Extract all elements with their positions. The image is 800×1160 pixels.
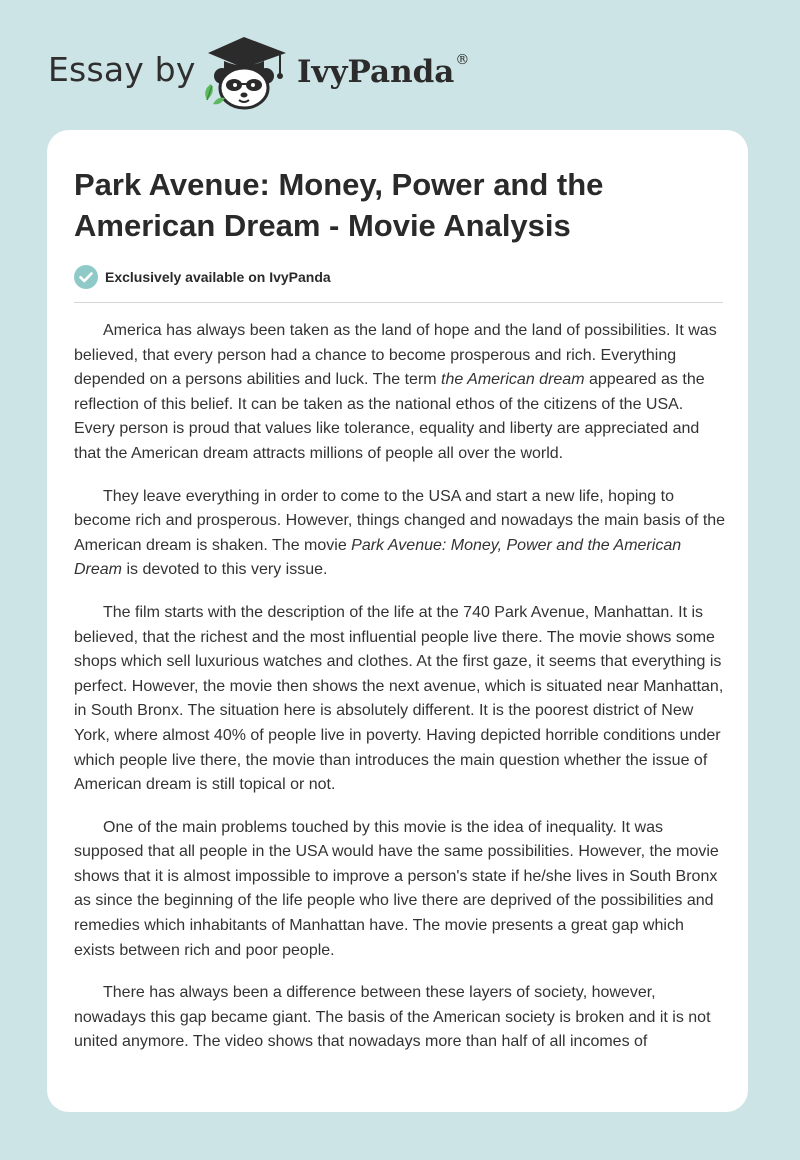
emphasis-term: the American dream <box>441 371 585 389</box>
paragraph-1: America has always been taken as the land of hope and the land of possibilities. It was believed, that every person had a chance to become prosperous and rich. Everything depended on a persons abilities and luck. The term the American dream appeared as the reflection of this belief. It can be taken as the national ethos of the citizens of the USA. Every person is proud that values like tolerance, equality and liberty are appreciated and that the American dream attracts millions of people all over the world. <box>74 322 717 462</box>
site-header <box>0 0 800 130</box>
brand-name-text: IvyPanda <box>297 54 455 90</box>
emphasis-movie-title: Park Avenue: Money, Power and the American Dream <box>74 536 682 579</box>
exclusive-badge <box>74 264 331 290</box>
paragraph-2: They leave everything in order to come to the USA and start a new life, hoping to become rich and prosperous. However, things changed and nowadays the main basis of the American dream is shaken. The movie Park Avenue: Money, Power and the American Dream is devoted to this very issue. <box>74 487 726 579</box>
paragraph-3: The film starts with the description of the life at the 740 Park Avenue, Manhattan. It is believed, that the richest and the most influential people live there. The movie shows some shops which sell luxurious watches and clothes. At the first gaze, it seems that everything is perfect. However, the movie then shows the next avenue, which is situated near Manhattan, in South Bronx. The situation here is absolutely different. It is the poorest district of New York, where almost 40% of people live in poverty. Having depicted horrible conditions under which people live there, the movie than introduces the main question whether the issue of American dream is still topical or not. <box>74 603 724 794</box>
article-body <box>74 319 726 1073</box>
paragraph-5: There has always been a difference between these layers of society, however, nowadays this gap became giant. The basis of the American society is broken and it is not united anymore. The video shows that nowadays more than half of all incomes of <box>74 984 711 1051</box>
panda-logo-icon[interactable] <box>198 34 290 110</box>
exclusive-label: Exclusively available on IvyPanda <box>105 269 331 285</box>
brand-wordmark[interactable] <box>297 54 469 90</box>
registered-mark: ® <box>455 52 470 68</box>
paragraph-4: One of the main problems touched by this movie is the idea of inequality. It was supposed that all people in the USA would have the same possibilities. However, the movie shows that it is almost impossible to improve a person's state if he/she lives in South Bronx as since the beginning of the life people who live there are deprived of the possibilities and remedies which inhabitants of Manhattan have. The movie presents a great gap which exists between rich and poor people. <box>74 818 719 959</box>
article-card <box>47 130 748 1112</box>
check-circle-icon <box>74 265 98 289</box>
page-title: Park Avenue: Money, Power and the American Dream - Movie Analysis <box>74 167 604 243</box>
divider <box>74 302 723 303</box>
essay-by-label: Essay by <box>48 50 196 89</box>
